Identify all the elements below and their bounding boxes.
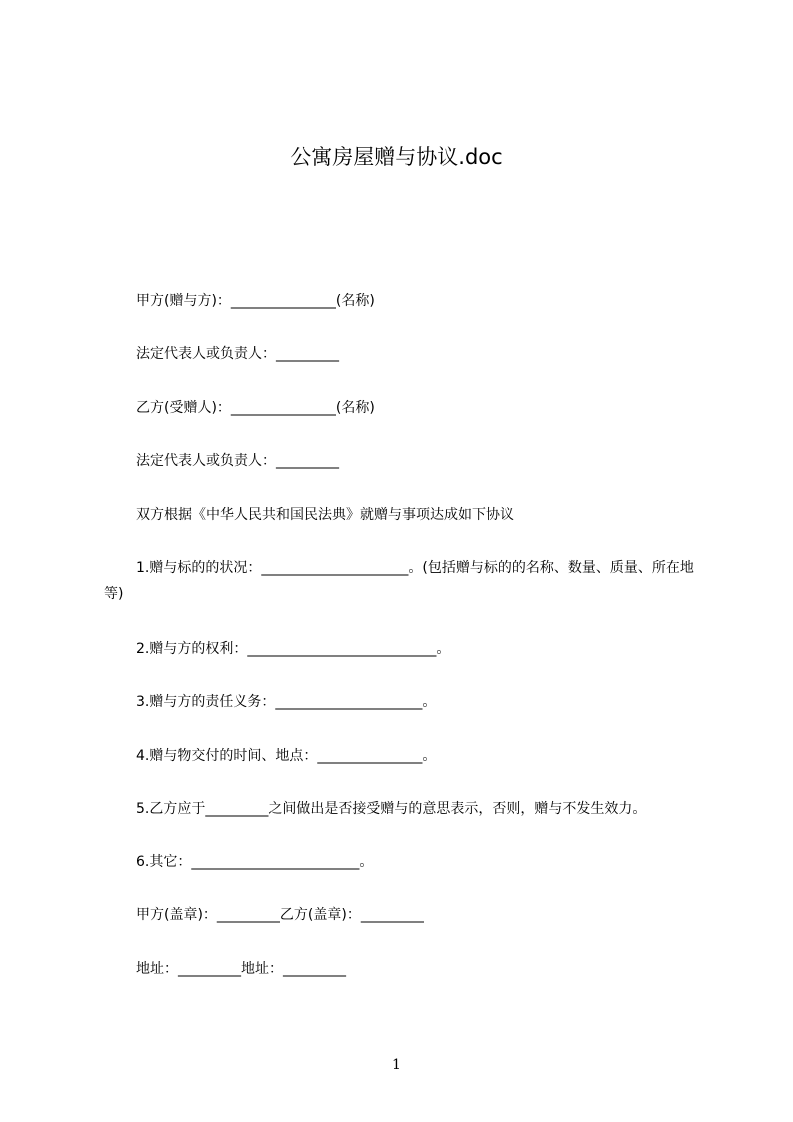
- address-line: 地址：_________地址：_________: [136, 961, 346, 977]
- clause-2-donor-rights: 2.赠与方的权利：___________________________。: [136, 641, 451, 657]
- clause-3-donor-obligations: 3.赠与方的责任义务：_____________________。: [136, 694, 437, 710]
- party-b-line: 乙方(受赠人)：_______________(名称): [136, 400, 375, 416]
- party-a-line: 甲方(赠与方)：_______________(名称): [136, 293, 375, 309]
- clause-1-gift-status: 1.赠与标的的状况：_____________________。(包括赠与标的的名称、数量、质量、所在地等): [104, 560, 694, 602]
- signature-seal-line: 甲方(盖章)：_________乙方(盖章)：_________: [136, 907, 424, 923]
- party-b-representative-line: 法定代表人或负责人：_________: [136, 453, 339, 469]
- party-a-representative-line: 法定代表人或负责人：_________: [136, 346, 339, 362]
- clause-4-delivery-time-place: 4.赠与物交付的时间、地点：_______________。: [136, 748, 437, 764]
- document-title: 公寓房屋赠与协议.doc: [290, 145, 503, 169]
- page-number: 1: [392, 1057, 401, 1073]
- agreement-intro-line: 双方根据《中华人民共和国民法典》就赠与事项达成如下协议: [136, 507, 514, 523]
- clause-6-other: 6.其它：________________________。: [136, 854, 374, 870]
- clause-5-acceptance: 5.乙方应于_________之间做出是否接受赠与的意思表示，否则，赠与不发生效力。: [136, 801, 647, 817]
